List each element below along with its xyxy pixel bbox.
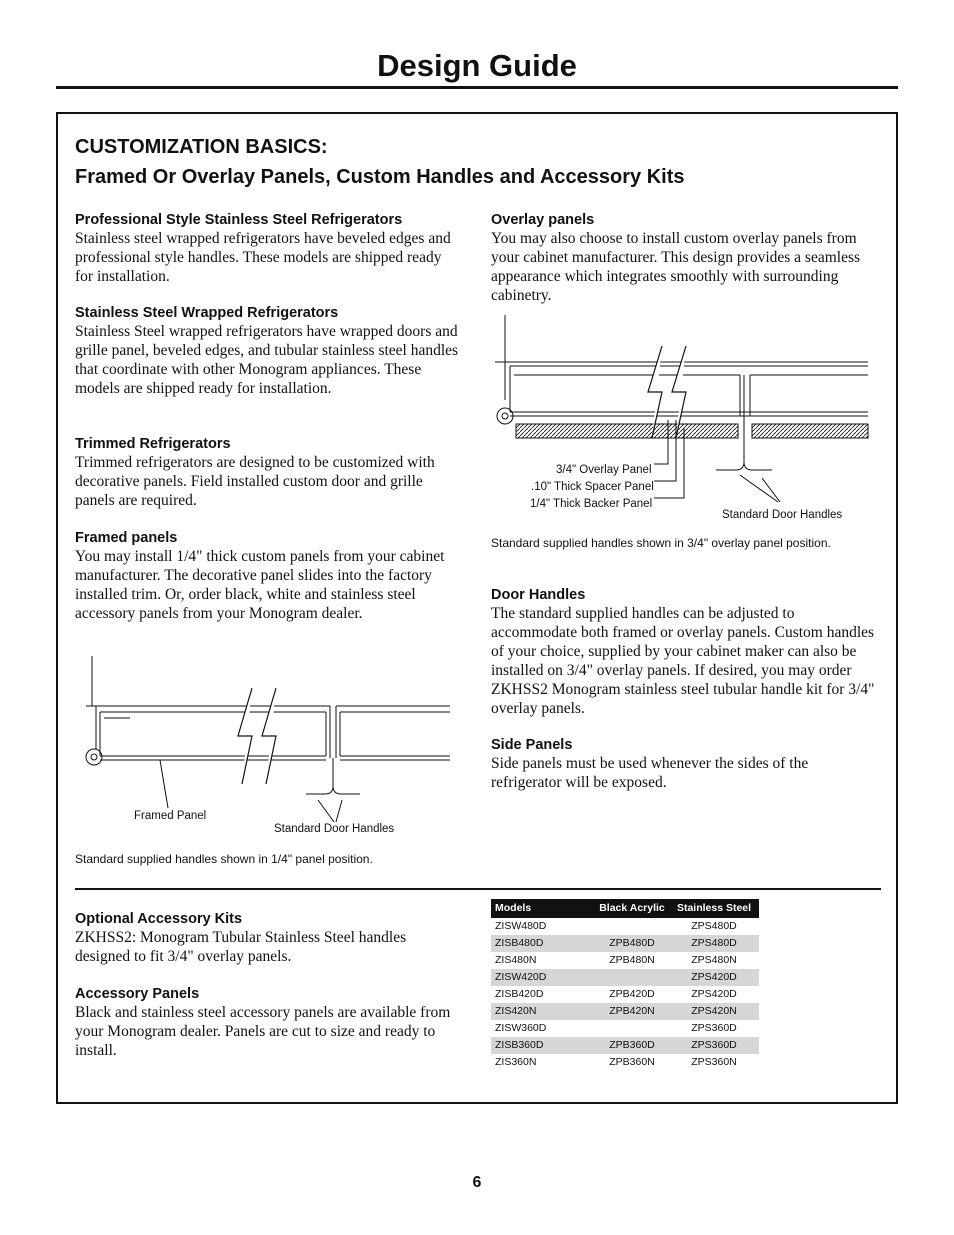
door-handles-label: Standard Door Handles <box>722 509 843 521</box>
section-text: Black and stainless steel accessory panels are available from your Monogram dealer. Panels are cut to size and ready to install. <box>75 1004 451 1059</box>
page-title: Design Guide <box>377 48 577 83</box>
models-table <box>491 899 759 1071</box>
spacer-panel-label: .10" Thick Spacer Panel <box>531 481 654 493</box>
backer-panel-label: 1/4" Thick Backer Panel <box>530 498 653 510</box>
table-row <box>491 986 759 1003</box>
stainless-cell: ZPS480N <box>691 954 737 966</box>
section-title: Stainless Steel Wrapped Refrigerators <box>75 305 339 321</box>
overlay-diagram-caption: Standard supplied handles shown in 3/4" overlay panel position. <box>491 536 831 550</box>
stainless-cell: ZPS360D <box>691 1022 737 1034</box>
model-cell: ZISW360D <box>495 1022 547 1034</box>
framed-panel-label: Framed Panel <box>134 810 207 822</box>
black-acrylic-cell: ZPB480N <box>609 954 655 966</box>
stainless-cell: ZPS480D <box>691 920 737 932</box>
model-cell: ZIS480N <box>495 954 537 966</box>
section-text: The standard supplied handles can be adjusted to accommodate both framed or overlay panels. Custom handles of your choice, supplied by your cabinet maker can also be installed on 3/4" overlay panels. If desired, you may order ZKHSS2 Monogram stainless steel tubular handle kit for 3/4" overlay panels. <box>491 605 875 717</box>
framed-diagram-caption: Standard supplied handles shown in 1/4" panel position. <box>75 852 373 866</box>
table-row <box>491 952 759 969</box>
table-row <box>491 1054 759 1071</box>
table-row <box>491 969 759 986</box>
section-title: Framed panels <box>75 530 178 546</box>
black-acrylic-cell <box>595 969 669 986</box>
header-models: Models <box>491 899 595 918</box>
model-cell: ZIS420N <box>491 1003 595 1020</box>
section-title: Door Handles <box>491 587 586 603</box>
black-acrylic-cell: ZPB360D <box>595 1037 669 1054</box>
table-row <box>491 1020 759 1037</box>
black-acrylic-cell: ZPB420D <box>609 988 655 1000</box>
model-cell: ZIS360N <box>495 1056 537 1068</box>
model-cell: ZISB480D <box>491 935 595 952</box>
stainless-cell: ZPS420D <box>691 988 737 1000</box>
black-acrylic-cell <box>595 1020 669 1037</box>
header-black-acrylic: Black Acrylic <box>595 899 669 918</box>
section-subheading: Framed Or Overlay Panels, Custom Handles and Accessory Kits <box>75 166 685 188</box>
section-title: Optional Accessory Kits <box>75 911 243 927</box>
table-row <box>491 1037 759 1054</box>
section-title: Overlay panels <box>491 212 595 228</box>
table-row <box>491 935 759 952</box>
stainless-cell: ZPS480D <box>669 935 759 952</box>
section-text: Trimmed refrigerators are designed to be customized with decorative panels. Field installed custom door and grille panels are required. <box>75 454 435 509</box>
section-text: Stainless Steel wrapped refrigerators have wrapped doors and grille panel, beveled edges, and tubular stainless steel handles that coordinate with other Monogram appliances. These models are shipped ready for installation. <box>75 323 459 397</box>
table-header-row <box>491 899 759 918</box>
section-title: Accessory Panels <box>75 986 200 1002</box>
section-title: Side Panels <box>491 737 573 753</box>
optional-kits-section <box>75 910 460 966</box>
model-cell: ZISB360D <box>491 1037 595 1054</box>
table-row <box>491 918 759 935</box>
section-title: Trimmed Refrigerators <box>75 436 231 452</box>
model-cell: ZISB420D <box>495 988 544 1000</box>
section-title: Professional Style Stainless Steel Refrigerators <box>75 212 403 228</box>
model-cell: ZISW420D <box>491 969 595 986</box>
framed-door-handles-label: Standard Door Handles <box>274 823 395 835</box>
page-number: 6 <box>472 1174 482 1191</box>
table-row <box>491 1003 759 1020</box>
stainless-cell: ZPS360N <box>691 1056 737 1068</box>
stainless-cell: ZPS420N <box>669 1003 759 1020</box>
section-text: You may also choose to install custom overlay panels from your cabinet manufacturer. This design provides a seamless appearance which integrates smoothly with surrounding cabinetry. <box>491 230 861 304</box>
black-acrylic-cell: ZPB360N <box>609 1056 655 1068</box>
header-stainless-steel: Stainless Steel <box>669 899 759 918</box>
section-text: Stainless steel wrapped refrigerators have beveled edges and professional style handles. These models are shipped ready for installation. <box>75 230 451 285</box>
stainless-cell: ZPS360D <box>669 1037 759 1054</box>
section-separator <box>75 888 881 890</box>
section-heading: CUSTOMIZATION BASICS: <box>75 136 328 158</box>
model-cell: ZISW480D <box>495 920 547 932</box>
black-acrylic-cell: ZPB420N <box>595 1003 669 1020</box>
section-text: ZKHSS2: Monogram Tubular Stainless Steel handles designed to fit 3/4" overlay panels. <box>75 929 407 965</box>
black-acrylic-cell: ZPB480D <box>595 935 669 952</box>
overlay-panel-label: 3/4" Overlay Panel <box>556 464 652 476</box>
section-text: Side panels must be used whenever the sides of the refrigerator will be exposed. <box>491 755 809 791</box>
black-acrylic-cell <box>595 918 669 935</box>
accessory-panels-section <box>75 985 460 1060</box>
stainless-cell: ZPS420D <box>669 969 759 986</box>
section-text: You may install 1/4" thick custom panels from your cabinet manufacturer. The decorative panel slides into the factory installed trim. Or, order black, white and stainless steel accessory panels from your Monogram dealer. <box>75 548 445 622</box>
